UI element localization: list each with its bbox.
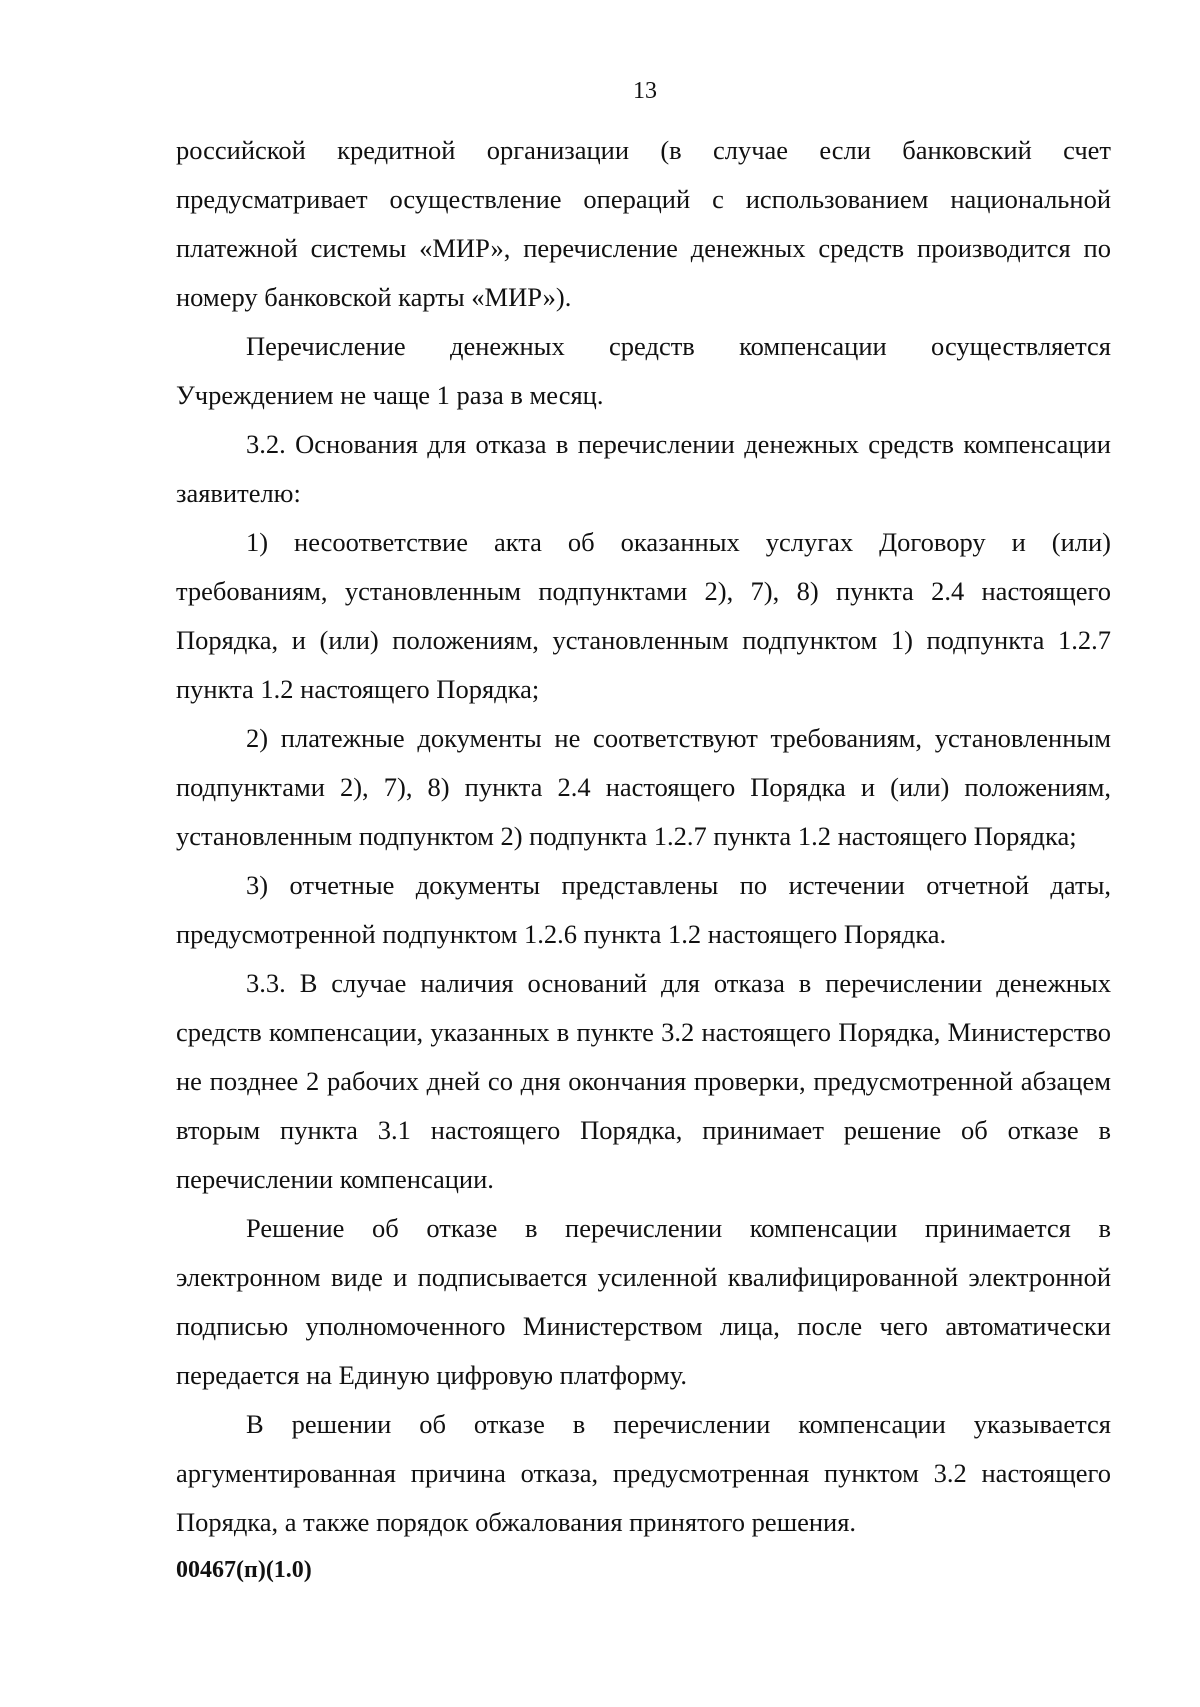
paragraph-continuation: российской кредитной организации (в случае если банковский счет предусматривает осуществление операций с использованием национальной платежной системы «МИР», перечисление денежных средств производится по номеру банковской карты «МИР»).: [176, 135, 1111, 312]
paragraph-3-2-item-1: 1) несоответствие акта об оказанных услугах Договору и (или) требованиям, установленным подпунктами 2), 7), 8) пункта 2.4 настоящего Порядка, и (или) положениям, установленным подпунктом 1) подпункта 1.2.7 пункта 1.2 настоящего Порядка;: [176, 527, 1111, 704]
paragraph-refusal-reason: В решении об отказе в перечислении компенсации указывается аргументированная причина отказа, предусмотренная пунктом 3.2 настоящего Порядка, а также порядок обжалования принятого решения.: [176, 1409, 1111, 1537]
document-code: 00467(п)(1.0): [176, 1557, 312, 1583]
paragraph-electronic-decision: Решение об отказе в перечислении компенсации принимается в электронном виде и подписывается усиленной квалифицированной электронной подписью уполномоченного Министерством лица, после чего автоматически передается на Единую цифровую платформу.: [176, 1213, 1111, 1390]
paragraph-3-2-heading: 3.2. Основания для отказа в перечислении денежных средств компенсации заявителю:: [176, 429, 1111, 508]
paragraph-3-2-item-2: 2) платежные документы не соответствуют требованиям, установленным подпунктами 2), 7), 8) пункта 2.4 настоящего Порядка и (или) положениям, установленным подпунктом 2) подпункта 1.2.7 пункта 1.2 настоящего Порядка;: [176, 723, 1111, 851]
paragraph-3-3: 3.3. В случае наличия оснований для отказа в перечислении денежных средств компенсации, указанных в пункте 3.2 настоящего Порядка, Министерство не позднее 2 рабочих дней со дня окончания проверки, предусмотренной абзацем вторым пункта 3.1 настоящего Порядка, принимает решение об отказе в перечислении компенсации.: [176, 968, 1111, 1194]
document-body: [176, 126, 1111, 1547]
page-number: 13: [633, 78, 657, 104]
paragraph-3-2-item-3: 3) отчетные документы представлены по истечении отчетной даты, предусмотренной подпунктом 1.2.6 пункта 1.2 настоящего Порядка.: [176, 870, 1111, 949]
paragraph-transfer-frequency: Перечисление денежных средств компенсации осуществляется Учреждением не чаще 1 раза в месяц.: [176, 331, 1111, 410]
